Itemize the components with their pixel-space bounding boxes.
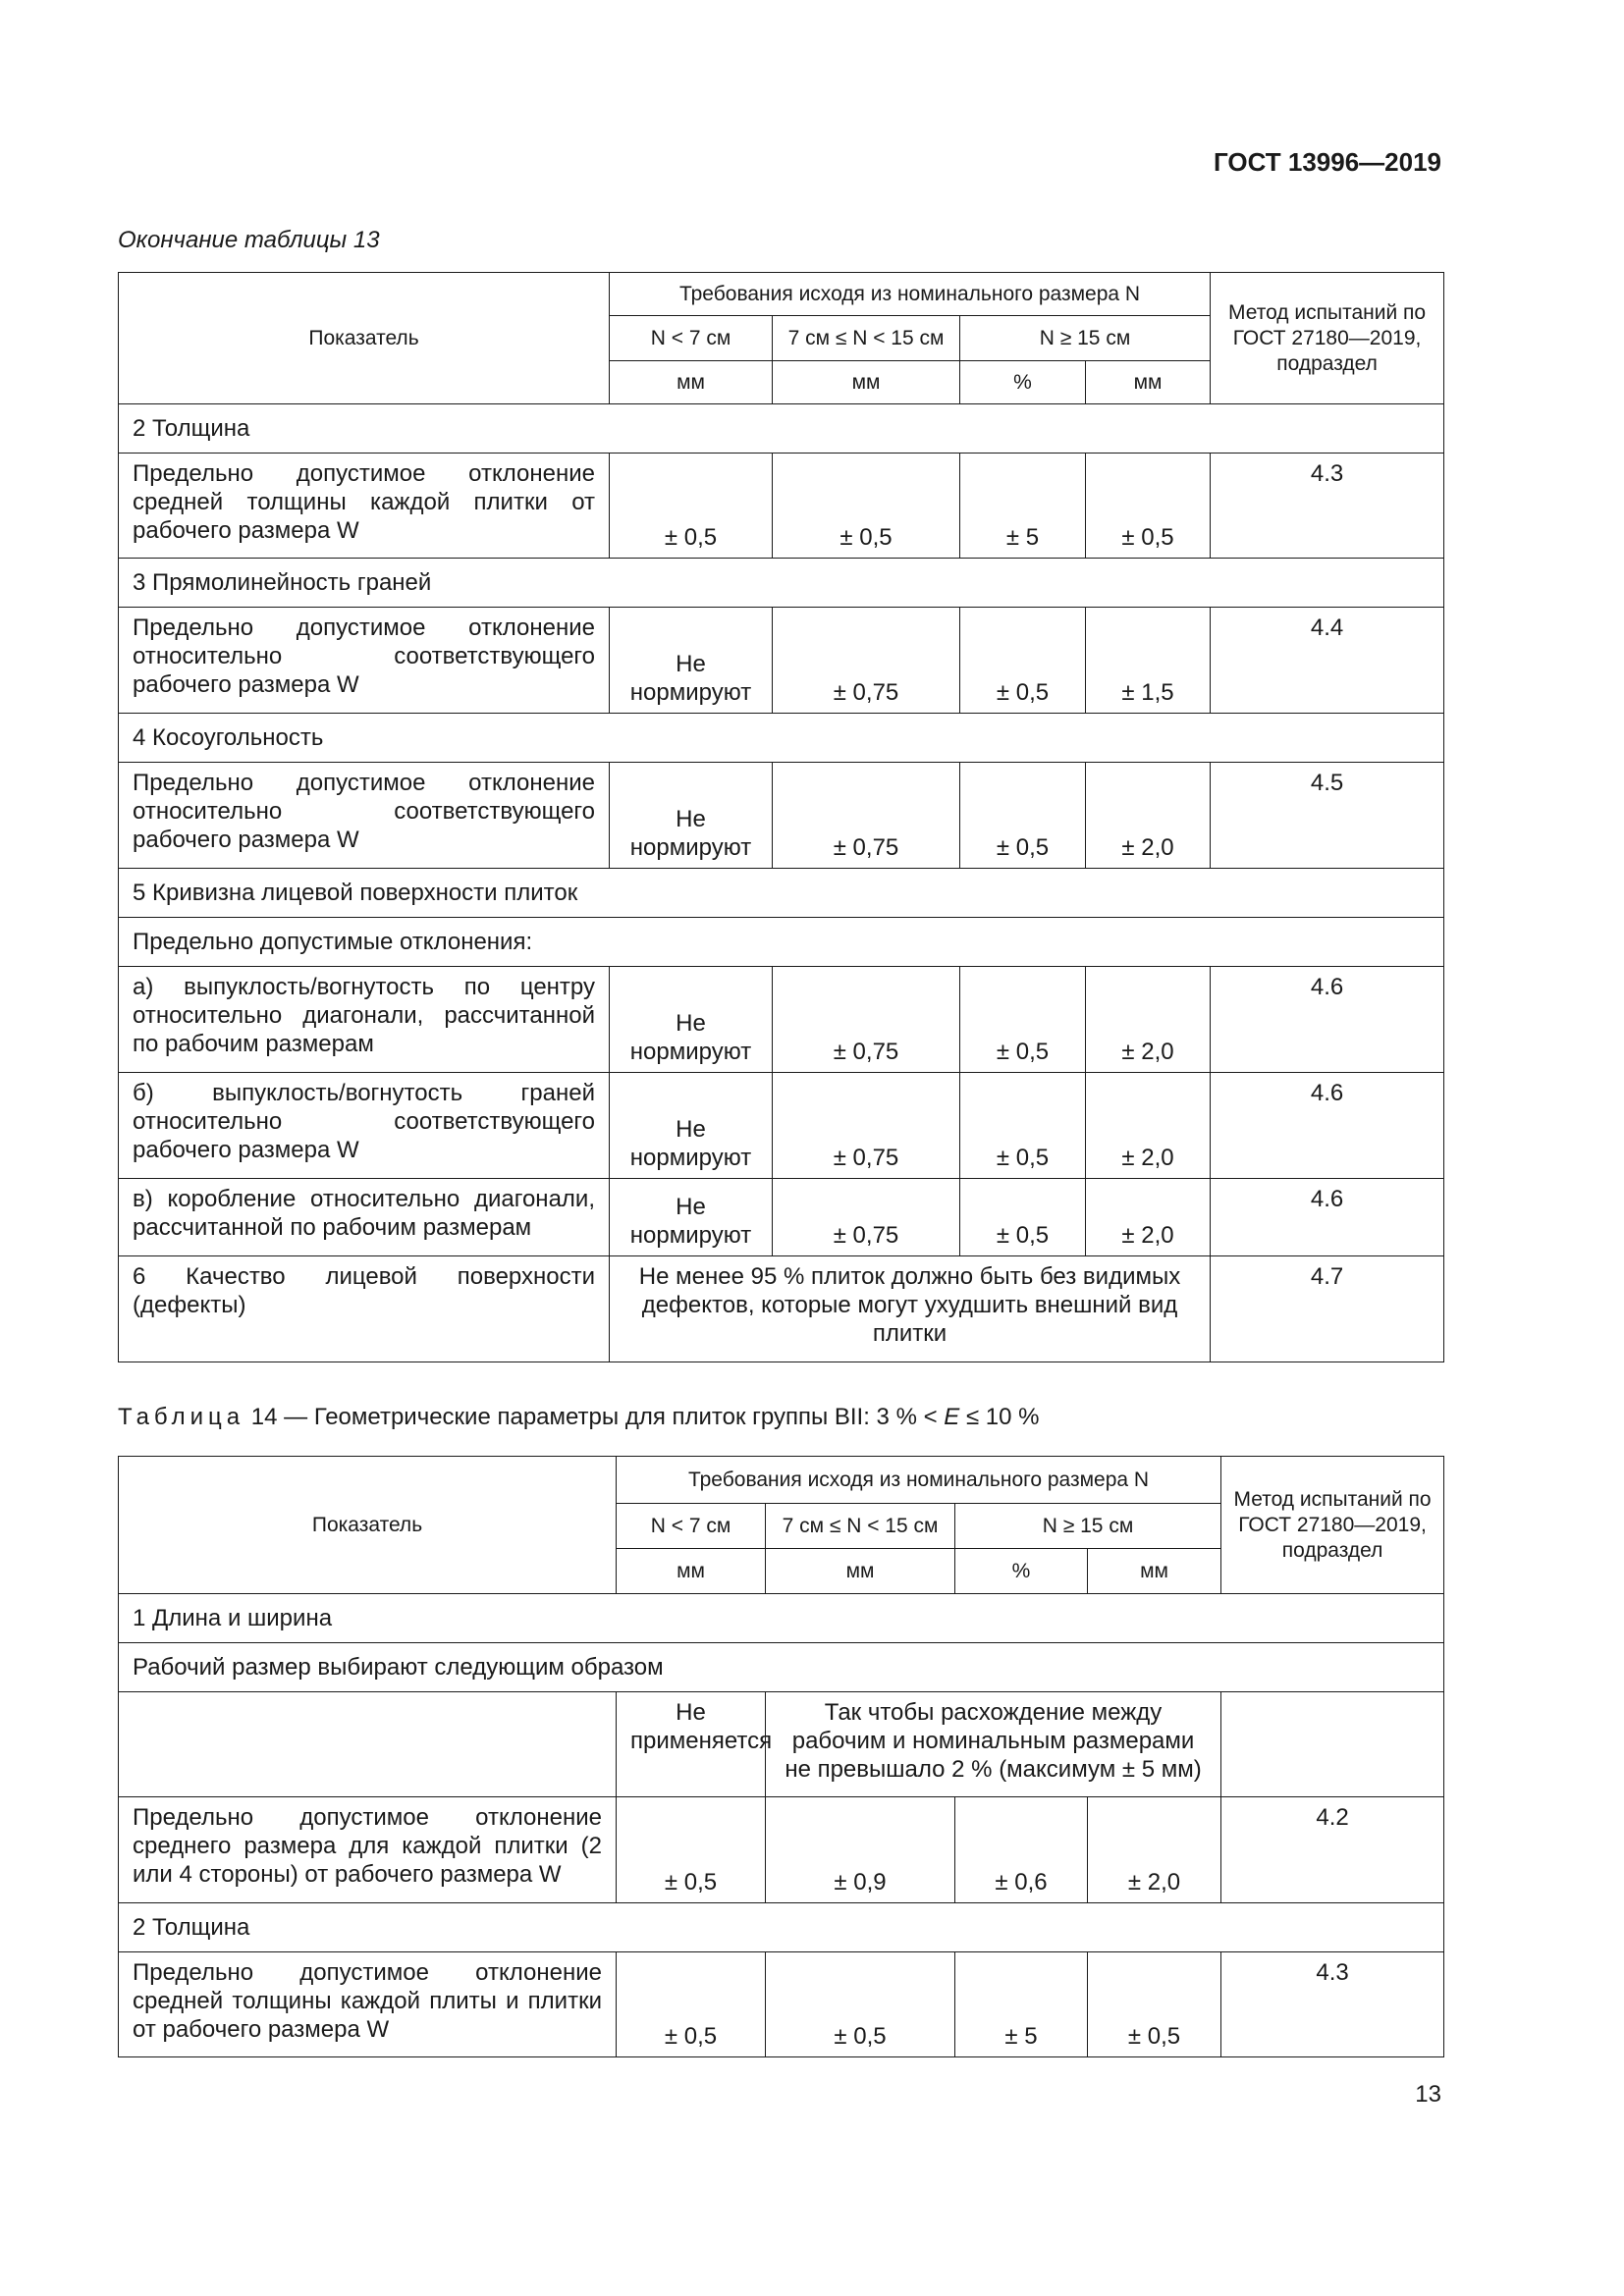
row-name: в) коробление относительно диагонали, рассчитанной по рабочим размерам — [119, 1179, 610, 1256]
cell-value: ± 0,5 — [773, 454, 960, 559]
cell-value: ± 0,75 — [773, 763, 960, 869]
header-indicator: Показатель — [119, 1457, 617, 1594]
header-requirements: Требования исходя из номинального размера N — [617, 1457, 1221, 1504]
cell-value: ± 0,5 — [617, 1952, 766, 2057]
row-name: Предельно допустимое отклонение средней толщины каждой плиты и плитки от рабочего размера W — [119, 1952, 617, 2057]
cell-method: 4.2 — [1221, 1797, 1444, 1903]
section-rectangularity: 4 Косоугольность — [119, 714, 1444, 763]
cell-value: Не нормируют — [610, 967, 773, 1073]
cell-not-applied: Не применяется — [617, 1692, 766, 1797]
header-col-lt7: N < 7 см — [610, 316, 773, 361]
header-indicator: Показатель — [119, 273, 610, 404]
cell-value: ± 2,0 — [1088, 1797, 1221, 1903]
cell-value: ± 0,75 — [773, 967, 960, 1073]
section-thickness: 2 Толщина — [119, 1903, 1444, 1952]
cell-value: ± 0,5 — [610, 454, 773, 559]
cell-method: 4.6 — [1211, 1179, 1444, 1256]
header-unit: % — [955, 1549, 1088, 1594]
cell-value: ± 2,0 — [1086, 967, 1211, 1073]
row-name: Предельно допустимое отклонение относительно соответствующего рабочего размера W — [119, 608, 610, 714]
header-col-ge15: N ≥ 15 см — [960, 316, 1211, 361]
cell-method: 4.3 — [1221, 1952, 1444, 2057]
page-number: 13 — [1415, 2081, 1441, 2108]
cell-value: ± 0,5 — [960, 967, 1086, 1073]
row-name: б) выпуклость/вогнутость граней относительно соответствующего рабочего размера W — [119, 1073, 610, 1179]
empty-cell — [119, 1692, 617, 1797]
caption-tail: ≤ 10 % — [965, 1404, 1040, 1430]
cell-value: Не нормируют — [610, 1179, 773, 1256]
header-col-lt7: N < 7 см — [617, 1504, 766, 1549]
curvature-intro: Предельно допустимые отклонения: — [119, 918, 1444, 967]
caption-word: Таблица — [118, 1404, 245, 1430]
cell-value: ± 2,0 — [1086, 763, 1211, 869]
section-straightness: 3 Прямолинейность граней — [119, 559, 1444, 608]
cell-value: ± 0,5 — [960, 608, 1086, 714]
header-unit: мм — [766, 1549, 955, 1594]
cell-value: ± 0,75 — [773, 1179, 960, 1256]
caption-rest: 14 — Геометрические параметры для плиток группы BII: 3 % < — [250, 1404, 938, 1430]
header-col-7-15: 7 см ≤ N < 15 см — [766, 1504, 955, 1549]
header-unit: % — [960, 361, 1086, 404]
cell-method: 4.3 — [1211, 454, 1444, 559]
cell-value: ± 0,75 — [773, 608, 960, 714]
cell-value: ± 0,5 — [1088, 1952, 1221, 2057]
cell-value: ± 0,9 — [766, 1797, 955, 1903]
cell-value: ± 0,5 — [960, 1073, 1086, 1179]
header-method: Метод испытаний по ГОСТ 27180—2019, подраздел — [1211, 273, 1444, 404]
cell-method: 4.6 — [1211, 967, 1444, 1073]
cell-value: ± 0,6 — [955, 1797, 1088, 1903]
header-col-7-15: 7 см ≤ N < 15 см — [773, 316, 960, 361]
section-curvature: 5 Кривизна лицевой поверхности плиток — [119, 869, 1444, 918]
row-name: а) выпуклость/вогнутость по центру относительно диагонали, рассчитанной по рабочим размерам — [119, 967, 610, 1073]
header-unit: мм — [610, 361, 773, 404]
table-13 — [118, 272, 1444, 1362]
header-unit: мм — [1088, 1549, 1221, 1594]
cell-value: ± 0,5 — [960, 1179, 1086, 1256]
cell-value: ± 0,5 — [1086, 454, 1211, 559]
cell-method: 4.6 — [1211, 1073, 1444, 1179]
cell-work-size-rule: Так чтобы расхождение между рабочим и номинальным размерами не превышало 2 % (максимум ± 5 мм) — [766, 1692, 1221, 1797]
cell-value: ± 2,0 — [1086, 1073, 1211, 1179]
cell-value: ± 5 — [955, 1952, 1088, 2057]
row-name: 6 Качество лицевой поверхности (дефекты) — [119, 1256, 610, 1362]
header-method: Метод испытаний по ГОСТ 27180—2019, подраздел — [1221, 1457, 1444, 1594]
section-length-width: 1 Длина и ширина — [119, 1594, 1444, 1643]
row-name: Предельно допустимое отклонение относительно соответствующего рабочего размера W — [119, 763, 610, 869]
table13-caption: Окончание таблицы 13 — [118, 227, 380, 253]
empty-cell — [1221, 1692, 1444, 1797]
header-unit: мм — [773, 361, 960, 404]
header-requirements: Требования исходя из номинального размера N — [610, 273, 1211, 316]
cell-value: ± 1,5 — [1086, 608, 1211, 714]
header-col-ge15: N ≥ 15 см — [955, 1504, 1221, 1549]
work-size-intro: Рабочий размер выбирают следующим образом — [119, 1643, 1444, 1692]
cell-value: ± 5 — [960, 454, 1086, 559]
row-name: Предельно допустимое отклонение среднего размера для каждой плитки (2 или 4 стороны) от рабочего размера W — [119, 1797, 617, 1903]
cell-method: 4.7 — [1211, 1256, 1444, 1362]
cell-value: ± 2,0 — [1086, 1179, 1211, 1256]
table-14 — [118, 1456, 1444, 2057]
table14-caption — [118, 1404, 1040, 1431]
cell-method: 4.4 — [1211, 608, 1444, 714]
caption-var: E — [944, 1404, 960, 1430]
cell-quality-value: Не менее 95 % плиток должно быть без видимых дефектов, которые могут ухудшить внешний вид плитки — [610, 1256, 1211, 1362]
cell-value: ± 0,75 — [773, 1073, 960, 1179]
cell-method: 4.5 — [1211, 763, 1444, 869]
row-name: Предельно допустимое отклонение средней толщины каждой плитки от рабочего размера W — [119, 454, 610, 559]
section-thickness: 2 Толщина — [119, 404, 1444, 454]
cell-value: Не нормируют — [610, 763, 773, 869]
cell-value: ± 0,5 — [617, 1797, 766, 1903]
header-unit: мм — [617, 1549, 766, 1594]
document-id: ГОСТ 13996—2019 — [1214, 147, 1441, 177]
cell-value: Не нормируют — [610, 608, 773, 714]
cell-value: Не нормируют — [610, 1073, 773, 1179]
cell-value: ± 0,5 — [766, 1952, 955, 2057]
header-unit: мм — [1086, 361, 1211, 404]
cell-value: ± 0,5 — [960, 763, 1086, 869]
